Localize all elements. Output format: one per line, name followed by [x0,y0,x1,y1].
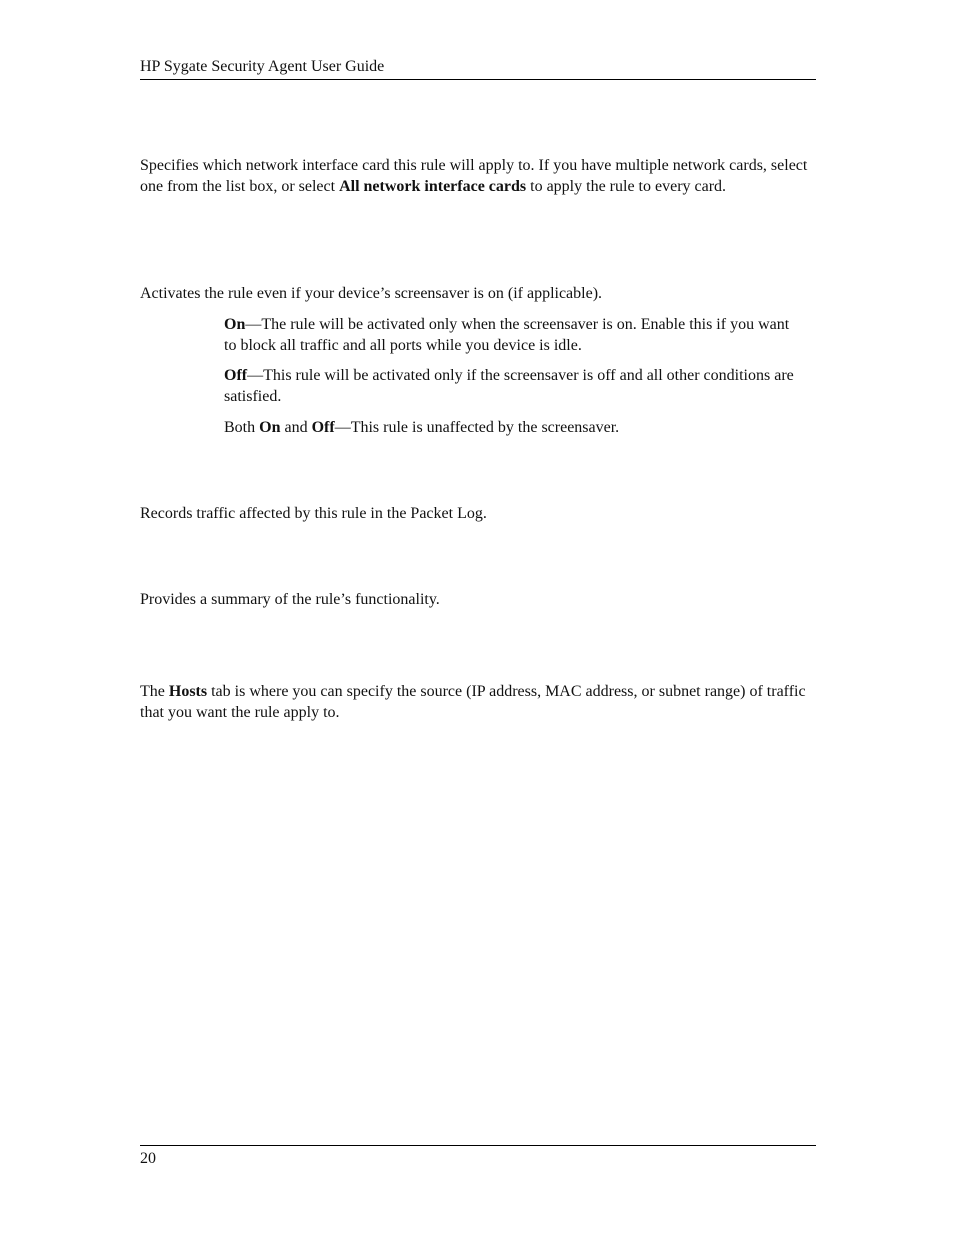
hosts-prefix: The [140,683,169,700]
screensaver-on-text: —The rule will be activated only when the screensaver is on. Enable this if you want to block all traffic and all ports while you device is idle. [224,316,790,354]
screensaver-off-text: —This rule will be activated only if the screensaver is off and all other conditions are satisfied. [224,367,794,405]
screensaver-both-and: and [280,419,312,436]
nic-text-1: Specifies which network interface card this rule will apply to. If you have multiple network cards, select one from the list box, or select [140,157,808,195]
screensaver-both-prefix: Both [224,419,260,436]
hosts-text: tab is where you can specify the source (IP address, MAC address, or subnet range) of traffic that you want the rule apply to. [140,683,806,721]
screensaver-intro: Activates the rule even if your device’s screensaver is on (if applicable). [140,285,603,302]
screensaver-off-label: Off [224,367,248,384]
screensaver-both-off: Off [311,419,335,436]
page-number: 20 [140,1150,156,1167]
hosts-paragraph [140,681,816,723]
screensaver-on-label: On [224,316,246,333]
record-paragraph: Records traffic affected by this rule in the Packet Log. [140,505,487,522]
screensaver-on-item [224,314,804,356]
nic-paragraph [140,155,816,197]
description-paragraph: Provides a summary of the rule’s functionality. [140,591,440,608]
nic-text-2: to apply the rule to every card. [526,178,727,195]
screensaver-both-item [224,417,804,438]
screensaver-both-text: —This rule is unaffected by the screensaver. [334,419,620,436]
header-title: HP Sygate Security Agent User Guide [140,58,385,75]
hosts-bold: Hosts [168,683,208,700]
screensaver-both-on: On [259,419,281,436]
nic-bold-option: All network interface cards [339,178,527,195]
footer-rule [140,1145,816,1146]
screensaver-off-item [224,365,804,407]
running-header [140,57,816,80]
